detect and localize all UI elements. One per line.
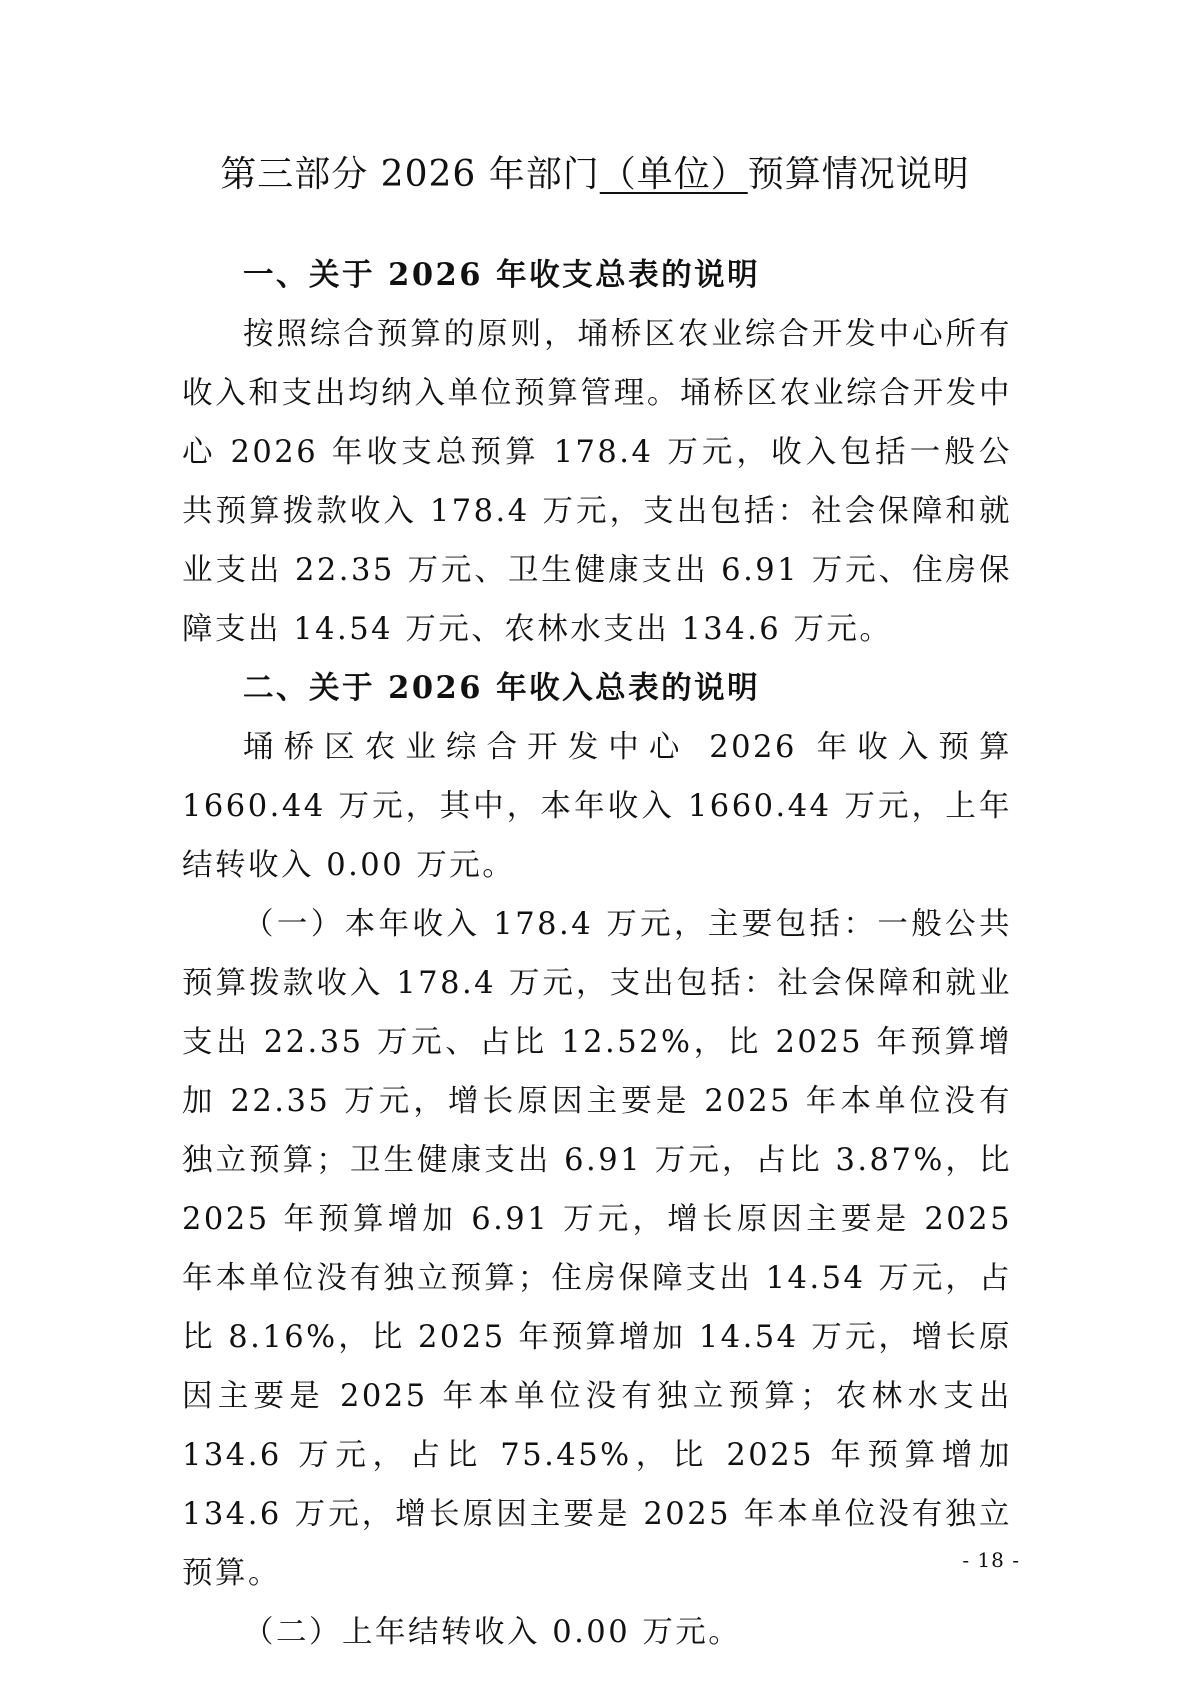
document-body <box>182 246 1012 1662</box>
section-2-paragraph-3: （二）上年结转收入 0.00 万元。 <box>243 1615 742 1650</box>
section-heading-1: 一、关于 2026 年收支总表的说明 <box>243 257 761 293</box>
section-2-paragraph-2: （一）本年收入 178.4 万元，主要包括：一般公共预算拨款收入 178.4 万元，支出包括：社会保障和就业支出 22.35 万元、占比 12.52%，比 2025 年预算增加 22.35 万元，增长原因主要是 2025 年本单位没有独立预算；卫生健康支出 6.91 万元，占比 3.87%，比 2025 年预算增加 6.91 万元，增长原因主要是 2025 年本单位没有独立预算；住房保障支出 14.54 万元，占比 8.16%，比 2025 年预算增加 14.54 万元，增长原因主要是 2025 年本单位没有独立预算；农林水支出 134.6 万元，占比 75.45%，比 2025 年预算增加 134.6 万元，增长原因主要是 2025 年本单位没有独立预算。 <box>182 907 1012 1591</box>
section-1-paragraph-1: 按照综合预算的原则，埇桥区农业综合开发中心所有收入和支出均纳入单位预算管理。埇桥区农业综合开发中心 2026 年收支总预算 178.4 万元，收入包括一般公共预算拨款收入 178.4 万元，支出包括：社会保障和就业支出 22.35 万元、卫生健康支出 6.91 万元、住房保障支出 14.54 万元、农林水支出 134.6 万元。 <box>182 317 1012 647</box>
section-heading-2: 二、关于 2026 年收入总表的说明 <box>243 670 761 706</box>
page-number: - 18 - <box>962 1548 1020 1572</box>
title-prefix: 第三部分 2026 年部门 <box>220 154 600 195</box>
title-suffix: 预算情况说明 <box>747 154 970 195</box>
page-title <box>0 150 1190 200</box>
title-underlined-unit: （单位） <box>599 154 748 195</box>
section-2-paragraph-1: 埇桥区农业综合开发中心 2026 年收入预算 1660.44 万元，其中，本年收入 1660.44 万元，上年结转收入 0.00 万元。 <box>182 730 1012 883</box>
